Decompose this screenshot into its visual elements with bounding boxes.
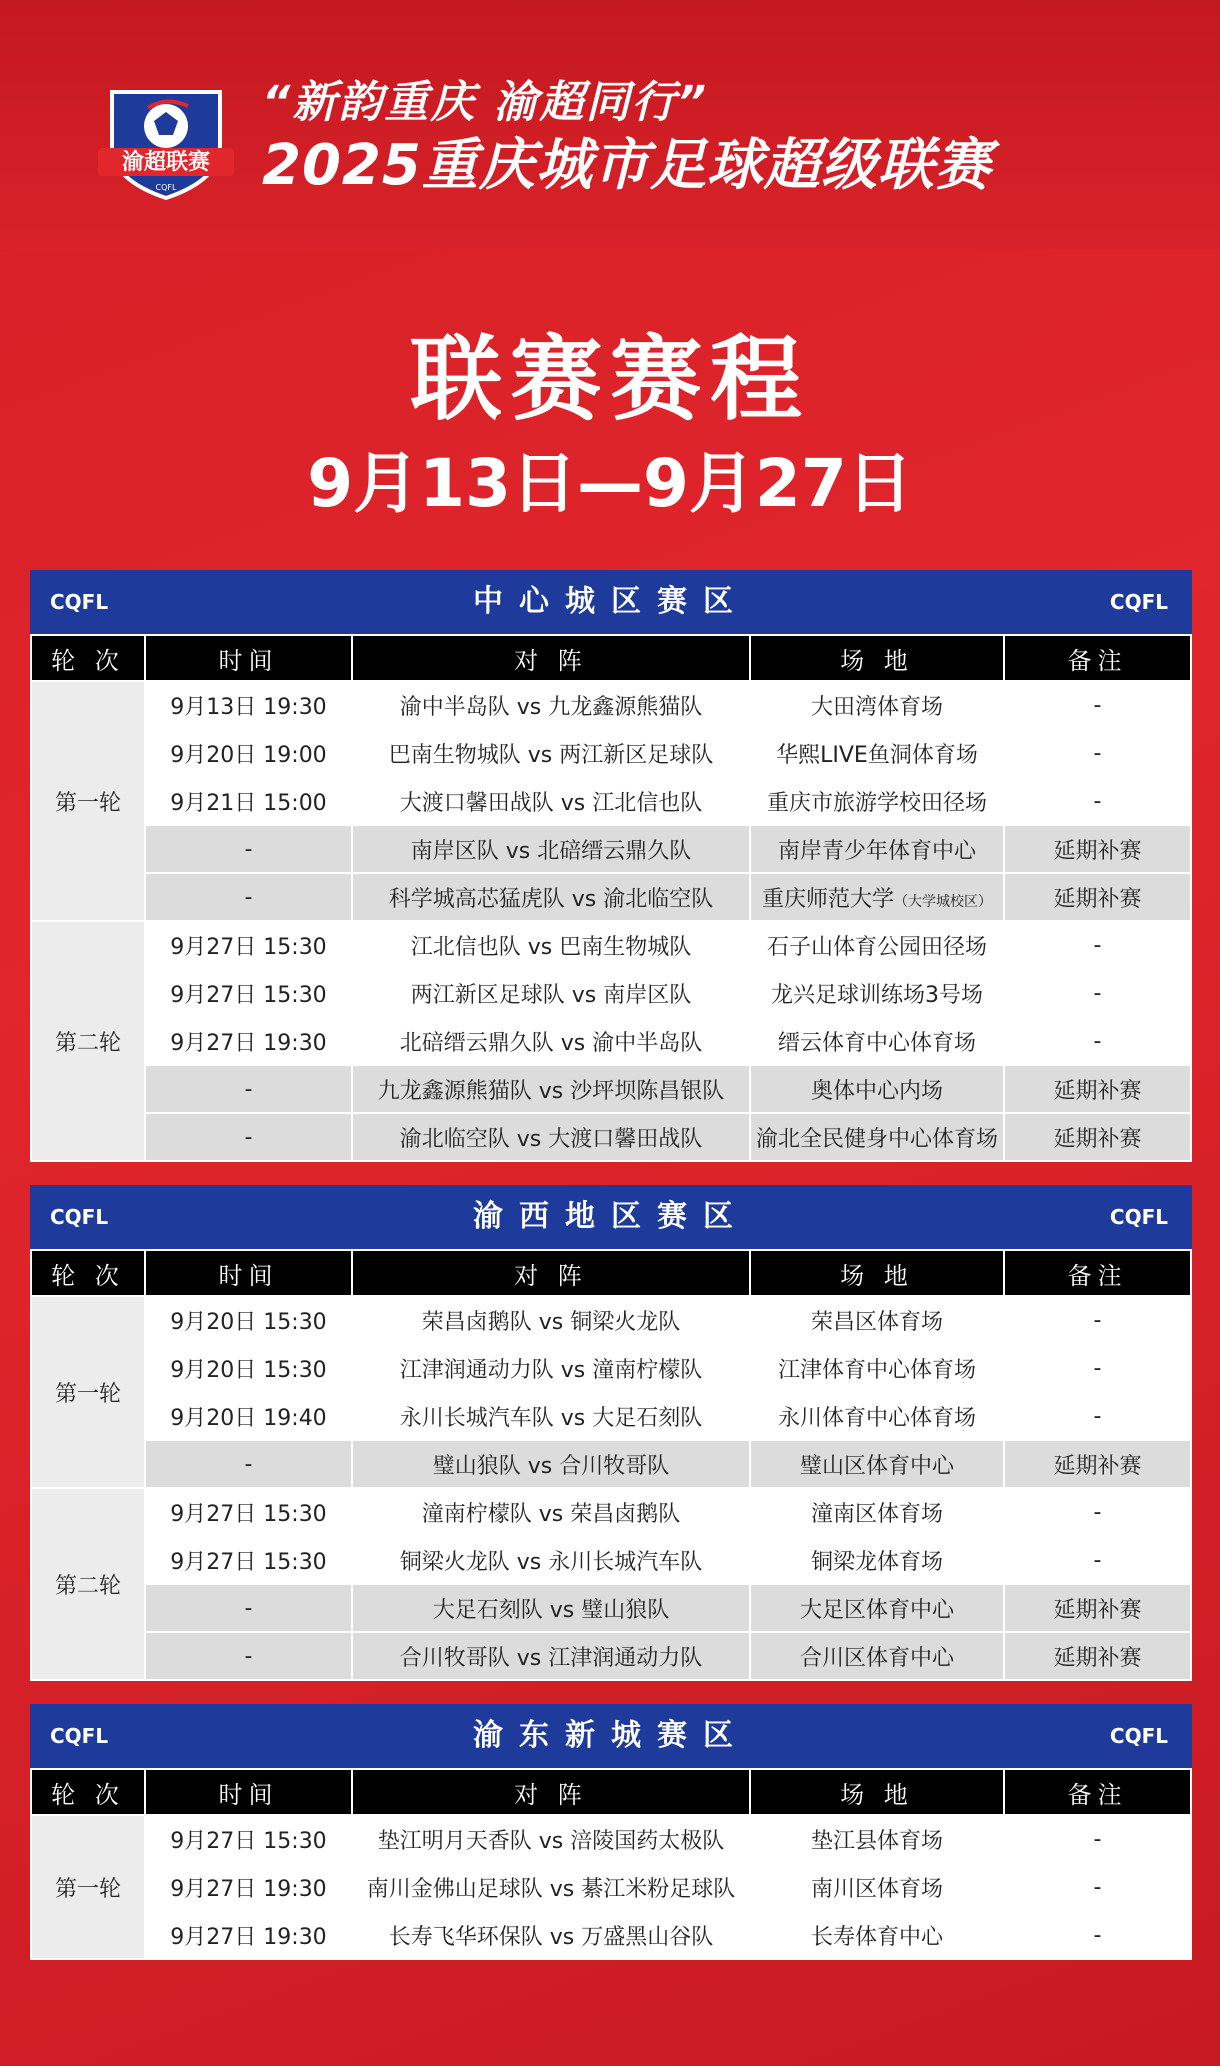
column-header: 场 地: [751, 636, 1003, 680]
match-time: 9月20日 15:30: [146, 1297, 351, 1343]
column-header: 轮 次: [32, 1251, 144, 1295]
venue-name: 奥体中心内场: [810, 1078, 943, 1104]
table-row: [32, 778, 1190, 824]
match-time: 9月27日 15:30: [146, 1489, 351, 1535]
match-remark: 延期补赛: [1005, 1066, 1190, 1112]
venue-name: 南岸青少年体育中心: [777, 838, 976, 864]
match-remark: -: [1005, 1912, 1190, 1958]
table-row: [32, 1537, 1190, 1583]
venue-name: 渝北全民健身中心体育场: [755, 1126, 998, 1152]
table-row: [32, 1864, 1190, 1910]
match-time: 9月20日 15:30: [146, 1345, 351, 1391]
match-venue: [751, 874, 1003, 920]
match-teams: 荣昌卤鹅队 vs 铜梁火龙队: [353, 1297, 749, 1343]
match-venue: [751, 1864, 1003, 1910]
match-time: 9月27日 15:30: [146, 1816, 351, 1862]
match-teams: 九龙鑫源熊猫队 vs 沙坪坝陈昌银队: [353, 1066, 749, 1112]
cqfl-label: CQFL: [50, 1724, 109, 1748]
column-header: 时间: [146, 636, 351, 680]
zone-header: [30, 1185, 1192, 1249]
round-label: 第二轮: [32, 922, 144, 1160]
zone-header: [30, 1704, 1192, 1768]
match-remark: -: [1005, 682, 1190, 728]
match-time: 9月20日 19:40: [146, 1393, 351, 1439]
table-row: [32, 1297, 1190, 1343]
column-header: 备注: [1005, 636, 1190, 680]
zone-section: [30, 570, 1192, 1162]
table-row: [32, 1114, 1190, 1160]
match-venue: [751, 1066, 1003, 1112]
venue-name: 大足区体育中心: [799, 1597, 954, 1623]
column-header: 对 阵: [353, 636, 749, 680]
table-row: [32, 1585, 1190, 1631]
match-time: -: [146, 1441, 351, 1487]
match-time: 9月20日 19:00: [146, 730, 351, 776]
match-teams: 合川牧哥队 vs 江津润通动力队: [353, 1633, 749, 1679]
venue-name: 永川体育中心体育场: [777, 1405, 976, 1431]
table-row: [32, 1393, 1190, 1439]
venue-name: 南川区体育场: [810, 1876, 943, 1902]
match-remark: -: [1005, 970, 1190, 1016]
table-row: [32, 1441, 1190, 1487]
column-header-row: [32, 1251, 1190, 1295]
match-teams: 科学城高芯猛虎队 vs 渝北临空队: [353, 874, 749, 920]
zone-section: [30, 1704, 1192, 1960]
table-row: [32, 1816, 1190, 1862]
venue-name: 华熙LIVE鱼洞体育场: [776, 742, 978, 768]
match-venue: [751, 1912, 1003, 1958]
logo-sub: CQFL: [155, 183, 177, 192]
table-row: [32, 922, 1190, 968]
match-venue: [751, 1441, 1003, 1487]
column-header: 场 地: [751, 1251, 1003, 1295]
zone-header: [30, 570, 1192, 634]
column-header: 备注: [1005, 1251, 1190, 1295]
table-row: [32, 1345, 1190, 1391]
venue-note: （大学城校区）: [894, 893, 992, 910]
match-remark: -: [1005, 730, 1190, 776]
column-header: 时间: [146, 1251, 351, 1295]
match-venue: [751, 1585, 1003, 1631]
cqfl-label: CQFL: [50, 590, 109, 614]
column-header-row: [32, 636, 1190, 680]
cqfl-label: CQFL: [1109, 1724, 1168, 1748]
match-teams: 江北信也队 vs 巴南生物城队: [353, 922, 749, 968]
match-time: 9月21日 15:00: [146, 778, 351, 824]
round-label: 第一轮: [32, 1816, 144, 1958]
venue-name: 重庆师范大学: [761, 886, 894, 912]
match-remark: -: [1005, 1816, 1190, 1862]
match-teams: 永川长城汽车队 vs 大足石刻队: [353, 1393, 749, 1439]
match-venue: [751, 1816, 1003, 1862]
match-venue: [751, 922, 1003, 968]
venue-name: 重庆市旅游学校田径场: [766, 790, 987, 816]
table-row: [32, 682, 1190, 728]
round-label: 第二轮: [32, 1489, 144, 1679]
match-time: 9月27日 15:30: [146, 922, 351, 968]
table-row: [32, 970, 1190, 1016]
match-remark: 延期补赛: [1005, 1441, 1190, 1487]
match-time: 9月27日 19:30: [146, 1864, 351, 1910]
venue-name: 缙云体育中心体育场: [777, 1030, 976, 1056]
schedule-table: [30, 634, 1192, 1162]
match-venue: [751, 1345, 1003, 1391]
match-remark: -: [1005, 1537, 1190, 1583]
match-teams: 渝中半岛队 vs 九龙鑫源熊猫队: [353, 682, 749, 728]
match-teams: 南岸区队 vs 北碚缙云鼎久队: [353, 826, 749, 872]
match-remark: 延期补赛: [1005, 826, 1190, 872]
match-teams: 北碚缙云鼎久队 vs 渝中半岛队: [353, 1018, 749, 1064]
match-time: 9月27日 15:30: [146, 970, 351, 1016]
zone-title: 渝西地区赛区: [473, 1199, 749, 1234]
match-venue: [751, 1297, 1003, 1343]
match-teams: 垫江明月天香队 vs 涪陵国药太极队: [353, 1816, 749, 1862]
match-remark: -: [1005, 1345, 1190, 1391]
table-row: [32, 730, 1190, 776]
slogan: “新韵重庆 渝超同行”: [262, 77, 708, 128]
match-venue: [751, 1018, 1003, 1064]
match-teams: 渝北临空队 vs 大渡口馨田战队: [353, 1114, 749, 1160]
schedule-title: 联赛赛程: [409, 326, 810, 433]
match-venue: [751, 970, 1003, 1016]
venue-name: 合川区体育中心: [799, 1645, 954, 1671]
match-time: 9月27日 15:30: [146, 1537, 351, 1583]
match-time: 9月27日 19:30: [146, 1018, 351, 1064]
match-time: 9月27日 19:30: [146, 1912, 351, 1958]
venue-name: 江津体育中心体育场: [777, 1357, 976, 1383]
match-venue: [751, 778, 1003, 824]
column-header: 对 阵: [353, 1251, 749, 1295]
match-teams: 长寿飞华环保队 vs 万盛黑山谷队: [353, 1912, 749, 1958]
match-venue: [751, 1114, 1003, 1160]
match-time: 9月13日 19:30: [146, 682, 351, 728]
match-remark: 延期补赛: [1005, 1585, 1190, 1631]
date-range: 9月13日—9月27日: [307, 445, 913, 522]
match-teams: 两江新区足球队 vs 南岸区队: [353, 970, 749, 1016]
match-teams: 南川金佛山足球队 vs 綦江米粉足球队: [353, 1864, 749, 1910]
match-venue: [751, 730, 1003, 776]
venue-name: 龙兴足球训练场3号场: [771, 982, 983, 1008]
column-header: 时间: [146, 1770, 351, 1814]
match-remark: -: [1005, 1018, 1190, 1064]
table-row: [32, 826, 1190, 872]
match-remark: -: [1005, 922, 1190, 968]
match-teams: 巴南生物城队 vs 两江新区足球队: [353, 730, 749, 776]
column-header: 对 阵: [353, 1770, 749, 1814]
venue-name: 潼南区体育场: [810, 1501, 943, 1527]
table-row: [32, 1018, 1190, 1064]
zone-title: 中心城区赛区: [473, 584, 749, 619]
cqfl-label: CQFL: [50, 1205, 109, 1229]
schedule-table: [30, 1249, 1192, 1681]
match-teams: 铜梁火龙队 vs 永川长城汽车队: [353, 1537, 749, 1583]
venue-name: 铜梁龙体育场: [810, 1549, 943, 1575]
match-venue: [751, 826, 1003, 872]
table-row: [32, 1912, 1190, 1958]
match-time: -: [146, 1114, 351, 1160]
match-remark: -: [1005, 778, 1190, 824]
match-time: -: [146, 1585, 351, 1631]
match-time: -: [146, 1633, 351, 1679]
match-venue: [751, 1489, 1003, 1535]
zone-section: [30, 1185, 1192, 1681]
column-header: 场 地: [751, 1770, 1003, 1814]
league-logo: [98, 84, 234, 202]
match-time: -: [146, 1066, 351, 1112]
table-row: [32, 1066, 1190, 1112]
match-remark: -: [1005, 1297, 1190, 1343]
venue-name: 大田湾体育场: [810, 694, 943, 720]
match-venue: [751, 682, 1003, 728]
match-teams: 潼南柠檬队 vs 荣昌卤鹅队: [353, 1489, 749, 1535]
cqfl-label: CQFL: [1109, 1205, 1168, 1229]
table-row: [32, 1489, 1190, 1535]
venue-name: 垫江县体育场: [810, 1828, 943, 1854]
match-teams: 璧山狼队 vs 合川牧哥队: [353, 1441, 749, 1487]
venue-name: 璧山区体育中心: [799, 1453, 954, 1479]
match-teams: 大足石刻队 vs 璧山狼队: [353, 1585, 749, 1631]
schedule-table: [30, 1768, 1192, 1960]
round-label: 第一轮: [32, 1297, 144, 1487]
league-title: 2025重庆城市足球超级联赛: [262, 133, 992, 198]
column-header: 轮 次: [32, 1770, 144, 1814]
match-remark: -: [1005, 1864, 1190, 1910]
match-remark: 延期补赛: [1005, 1114, 1190, 1160]
match-time: -: [146, 826, 351, 872]
venue-name: 石子山体育公园田径场: [766, 934, 987, 960]
match-remark: 延期补赛: [1005, 1633, 1190, 1679]
logo-text: 渝超联赛: [121, 150, 211, 175]
table-row: [32, 1633, 1190, 1679]
match-venue: [751, 1537, 1003, 1583]
venue-name: 长寿体育中心: [810, 1924, 943, 1950]
match-venue: [751, 1393, 1003, 1439]
match-teams: 江津润通动力队 vs 潼南柠檬队: [353, 1345, 749, 1391]
column-header: 备注: [1005, 1770, 1190, 1814]
match-teams: 大渡口馨田战队 vs 江北信也队: [353, 778, 749, 824]
match-venue: [751, 1633, 1003, 1679]
match-remark: -: [1005, 1489, 1190, 1535]
table-row: [32, 874, 1190, 920]
round-label: 第一轮: [32, 682, 144, 920]
match-remark: -: [1005, 1393, 1190, 1439]
zone-title: 渝东新城赛区: [473, 1718, 749, 1753]
column-header: 轮 次: [32, 636, 144, 680]
column-header-row: [32, 1770, 1190, 1814]
cqfl-label: CQFL: [1109, 590, 1168, 614]
match-remark: 延期补赛: [1005, 874, 1190, 920]
venue-name: 荣昌区体育场: [810, 1309, 943, 1335]
match-time: -: [146, 874, 351, 920]
